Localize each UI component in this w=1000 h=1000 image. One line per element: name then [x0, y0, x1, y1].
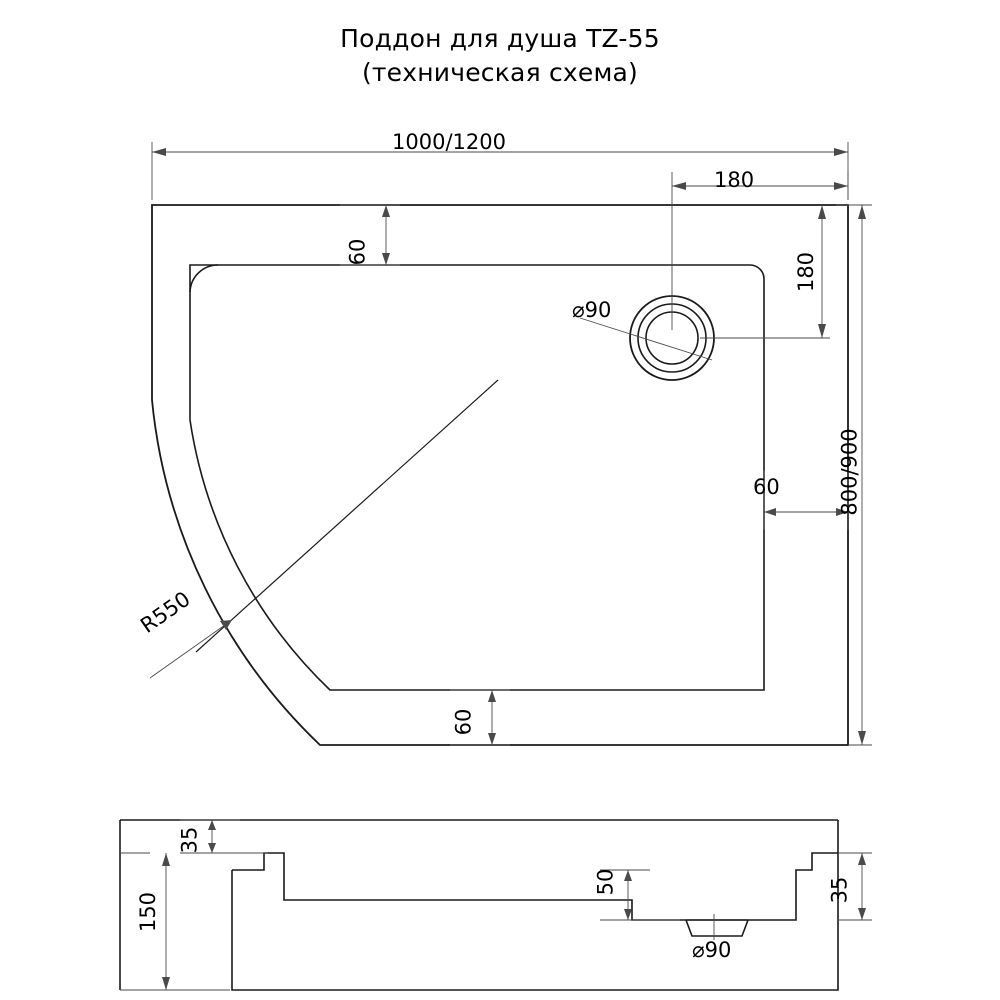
tray-outer-outline	[152, 205, 848, 745]
arrow-180h-left	[672, 182, 686, 190]
label-overall-height: 800/900	[837, 428, 862, 516]
leader-line-drain-diameter	[580, 318, 712, 360]
label-section-total-height: 150	[136, 891, 161, 933]
arrow-60right-left	[764, 508, 776, 516]
label-edge-top: 60	[345, 238, 370, 266]
inner-corner-fillet-topleft	[190, 265, 218, 292]
arrow-width-left	[152, 148, 166, 156]
arrow-35r-up	[858, 853, 866, 865]
arrow-60bottom-down	[488, 733, 496, 745]
label-edge-bottom: 60	[451, 708, 476, 736]
title-line-1: Поддон для душа TZ-55	[340, 24, 660, 53]
arrow-50-down	[624, 909, 632, 920]
label-edge-right: 60	[753, 475, 780, 499]
label-section-inner-depth: 50	[593, 868, 618, 896]
label-overall-width: 1000/1200	[392, 130, 506, 154]
arrow-180v-bottom	[818, 324, 826, 338]
arrow-35-up	[208, 820, 216, 830]
label-section-drain-diameter: ⌀90	[692, 938, 732, 962]
label-drain-offset-top: 180	[794, 251, 819, 293]
title-line-2: (техническая схема)	[361, 57, 639, 87]
arrow-150-up	[162, 853, 170, 866]
arrow-60top-down	[382, 253, 390, 265]
label-drain-diameter: ⌀90	[572, 298, 612, 322]
arrow-35-down	[208, 843, 216, 853]
arrow-60bottom-up	[488, 690, 496, 702]
section-inner-profile	[232, 853, 838, 920]
arrow-50-up	[624, 870, 632, 881]
section-drain-notch	[686, 920, 748, 936]
arrow-height-top	[858, 205, 866, 219]
arrow-180v-top	[818, 205, 826, 219]
tray-inner-outline	[190, 265, 764, 690]
arrow-height-bottom	[858, 731, 866, 745]
arrow-180h-right	[834, 182, 848, 190]
section-body-outline	[232, 820, 838, 990]
arrow-35r-down	[858, 908, 866, 920]
arrow-width-right	[834, 148, 848, 156]
arrow-150-down	[162, 977, 170, 990]
label-drain-offset-right: 180	[714, 168, 755, 192]
label-section-right-rim: 35	[827, 876, 852, 904]
arrow-60top-up	[382, 205, 390, 217]
slope-line	[196, 380, 498, 652]
label-corner-radius: R550	[136, 586, 195, 638]
label-section-rim-height: 35	[177, 826, 202, 854]
